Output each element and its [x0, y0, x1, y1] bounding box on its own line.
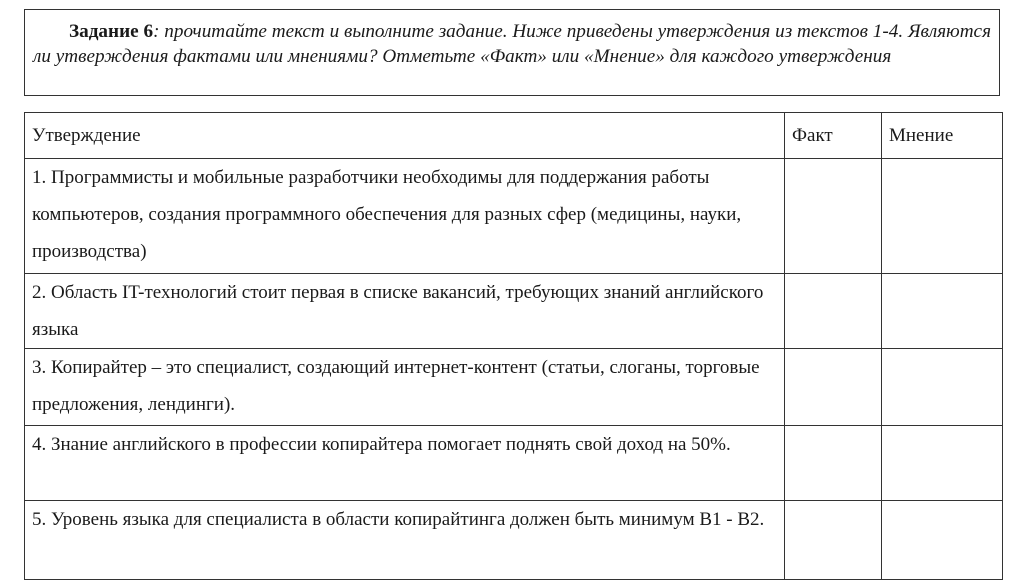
table-row [25, 501, 1003, 580]
header-opinion: Мнение [882, 113, 1003, 159]
fact-opinion-table [24, 112, 1003, 580]
opinion-cell[interactable] [882, 501, 1003, 580]
header-fact: Факт [785, 113, 882, 159]
task-instruction-box [24, 9, 1000, 96]
opinion-cell[interactable] [882, 349, 1003, 426]
task-text: : прочитайте текст и выполните задание. Ниже приведены утверждения из текстов 1-4. Являются ли утверждения фактами или мнениями? Отметьте «Факт» или «Мнение» для каждого утверждения [33, 21, 991, 67]
statement-cell: 2. Область IT-технологий стоит первая в списке вакансий, требующих знаний английского языка [25, 274, 785, 349]
table-row [25, 349, 1003, 426]
statement-cell: 3. Копирайтер – это специалист, создающий интернет-контент (статьи, слоганы, торговые предложения, лендинги). [25, 349, 785, 426]
fact-cell[interactable] [785, 426, 882, 501]
fact-cell[interactable] [785, 274, 882, 349]
table-row [25, 159, 1003, 274]
task-label: Задание 6 [69, 21, 154, 42]
opinion-cell[interactable] [882, 159, 1003, 274]
opinion-cell[interactable] [882, 426, 1003, 501]
statement-cell: 5. Уровень языка для специалиста в области копирайтинга должен быть минимум B1 - B2. [25, 501, 785, 580]
header-statement: Утверждение [25, 113, 785, 159]
statement-cell: 4. Знание английского в профессии копирайтера помогает поднять свой доход на 50%. [25, 426, 785, 501]
fact-cell[interactable] [785, 349, 882, 426]
table-row [25, 426, 1003, 501]
table-header-row [25, 113, 1003, 159]
table-row [25, 274, 1003, 349]
fact-cell[interactable] [785, 159, 882, 274]
fact-cell[interactable] [785, 501, 882, 580]
opinion-cell[interactable] [882, 274, 1003, 349]
statement-cell: 1. Программисты и мобильные разработчики необходимы для поддержания работы компьютеров, создания программного обеспечения для разных сфер (медицины, науки, производства) [25, 159, 785, 274]
